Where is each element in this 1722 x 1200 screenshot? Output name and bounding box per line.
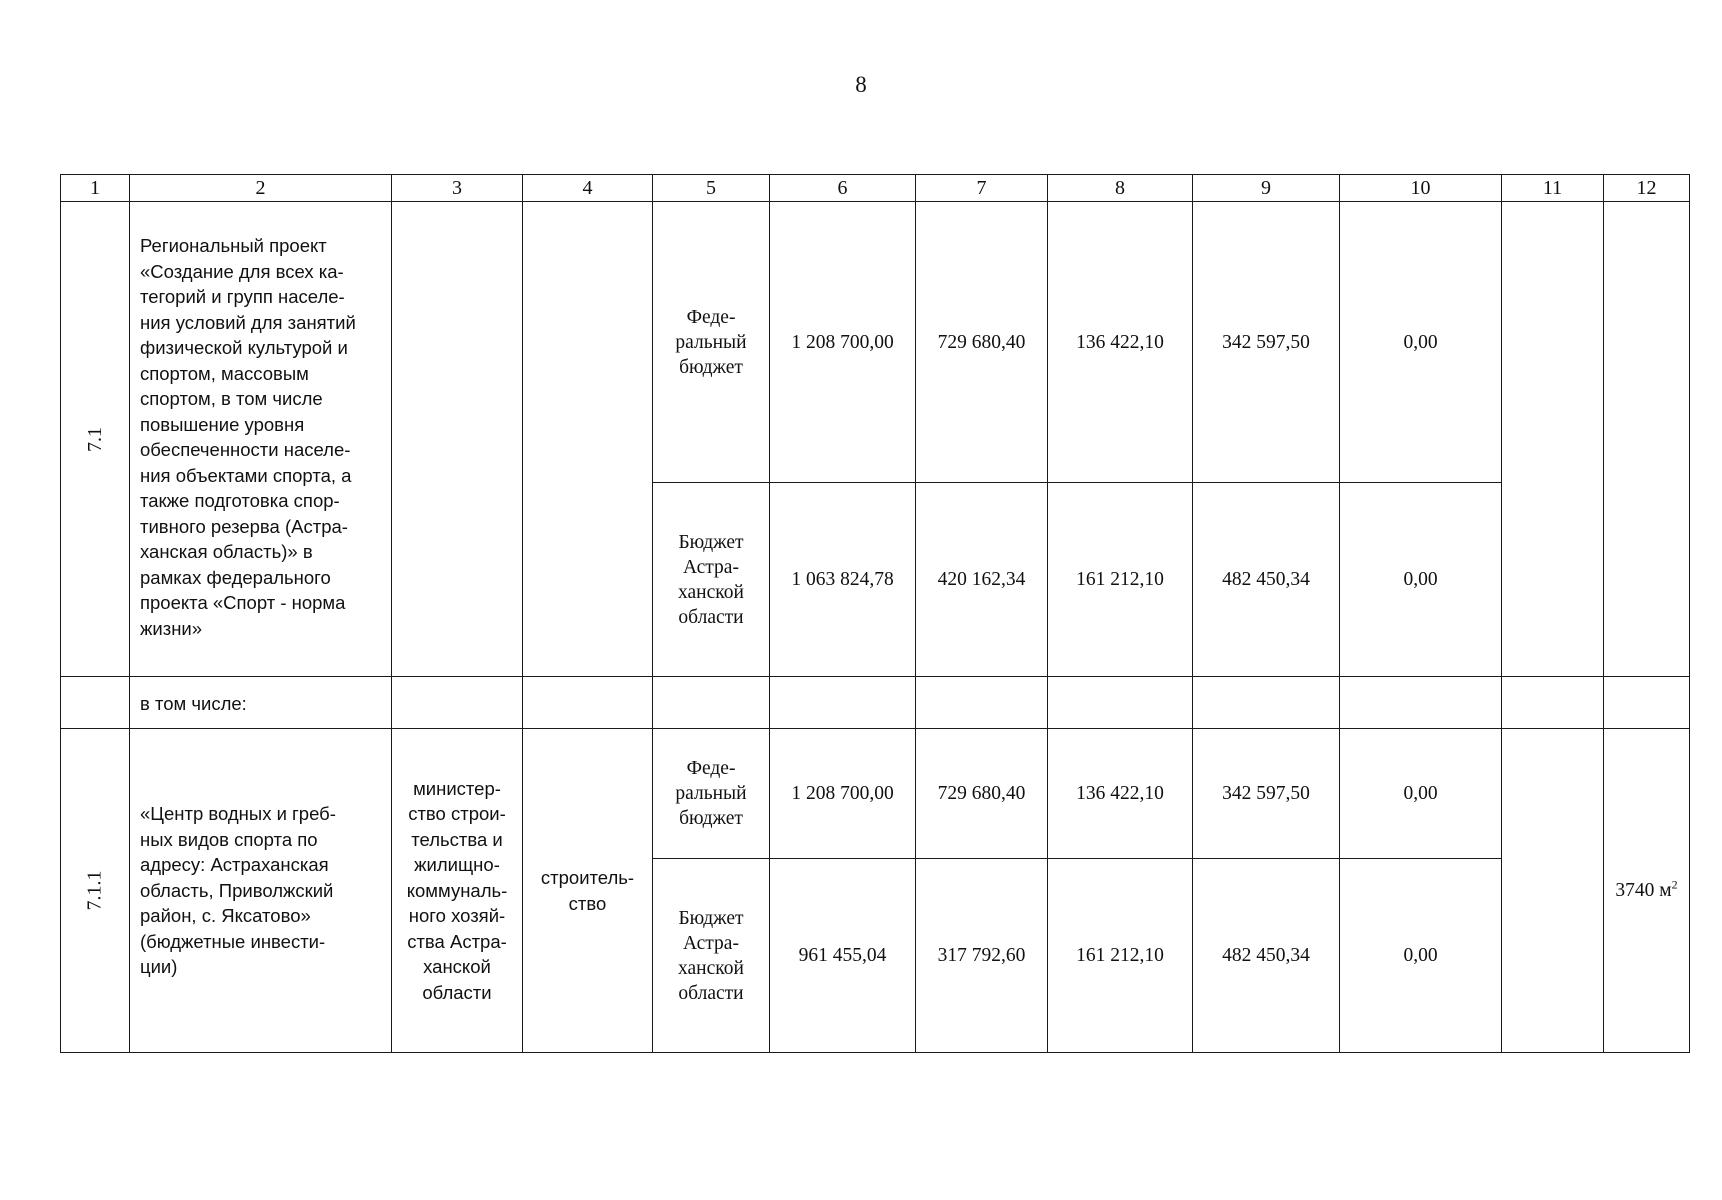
empty-cell	[1502, 729, 1604, 1053]
budget-table	[60, 174, 1690, 1053]
responsible-executor: министер- ство строи- тельства и жилищно- коммуналь- ного хозяй- ства Астра- ханской области	[406, 777, 508, 1003]
amount-cell: 729 680,40	[916, 202, 1048, 483]
column-number: 12	[1604, 175, 1690, 202]
page-number: 8	[855, 72, 867, 97]
capacity-cell	[1604, 729, 1690, 1053]
empty-cell	[1502, 202, 1604, 677]
table-row	[61, 729, 1690, 859]
row-number-cell	[61, 202, 130, 677]
column-number: 4	[523, 175, 653, 202]
amount-cell: 482 450,34	[1193, 483, 1340, 677]
amount-cell: 136 422,10	[1048, 729, 1193, 859]
row-number: 7.1	[83, 426, 106, 452]
funding-source: Феде- ральный бюджет	[675, 758, 747, 829]
empty-cell	[392, 677, 523, 729]
activity-type: строитель- ство	[540, 867, 635, 914]
empty-cell	[1193, 677, 1340, 729]
amount-cell: 482 450,34	[1193, 859, 1340, 1053]
responsible-cell	[392, 729, 523, 1053]
table-row	[61, 677, 1690, 729]
column-number: 10	[1340, 175, 1502, 202]
capacity-unit-superscript: 2	[1671, 877, 1678, 892]
including-label: в том числе:	[140, 693, 247, 714]
object-description: «Центр водных и греб- ных видов спорта по адресу: Астраханская область, Приволжский район, с. Яксатово» (бюджетные инвести- ции)	[130, 729, 392, 1053]
table-row	[61, 202, 1690, 483]
empty-cell	[1340, 677, 1502, 729]
amount-cell: 729 680,40	[916, 729, 1048, 859]
funding-source: Феде- ральный бюджет	[675, 306, 747, 378]
empty-cell	[1048, 677, 1193, 729]
amount-cell: 0,00	[1340, 859, 1502, 1053]
funding-source-cell	[653, 729, 770, 859]
column-number: 8	[1048, 175, 1193, 202]
column-number: 2	[130, 175, 392, 202]
column-number: 3	[392, 175, 523, 202]
column-number: 9	[1193, 175, 1340, 202]
empty-cell	[523, 202, 653, 677]
column-number: 7	[916, 175, 1048, 202]
amount-cell: 342 597,50	[1193, 729, 1340, 859]
empty-cell	[770, 677, 916, 729]
amount-cell: 0,00	[1340, 729, 1502, 859]
funding-source-cell	[653, 202, 770, 483]
row-number-cell	[61, 729, 130, 1053]
project-description: Региональный проект «Создание для всех ка- тегорий и групп населе- ния условий для занятий физической культурой и спортом, массовым спортом, в том числе повышение уровня обеспеченности населе- ния объектами спорта, а также подготовка спор- тивного резерва (Астра- ханская область)» в рамках федерального проекта «Спорт - норма жизни»	[140, 235, 356, 639]
column-number: 1	[61, 175, 130, 202]
funding-source: Бюджет Астра- ханской области	[678, 531, 744, 628]
column-number: 5	[653, 175, 770, 202]
empty-cell	[61, 677, 130, 729]
empty-cell	[523, 677, 653, 729]
including-cell	[130, 677, 392, 729]
empty-cell	[1502, 677, 1604, 729]
description-cell	[130, 202, 392, 677]
empty-cell	[1604, 677, 1690, 729]
column-number-row	[61, 175, 1690, 202]
amount-cell: 1 208 700,00	[770, 202, 916, 483]
activity-type-cell	[523, 729, 653, 1053]
funding-source-cell	[653, 859, 770, 1053]
empty-cell	[1604, 202, 1690, 677]
amount-cell: 317 792,60	[916, 859, 1048, 1053]
amount-cell: 161 212,10	[1048, 859, 1193, 1053]
row-number: 7.1.1	[83, 870, 106, 911]
column-number: 11	[1502, 175, 1604, 202]
empty-cell	[916, 677, 1048, 729]
amount-cell: 961 455,04	[770, 859, 916, 1053]
funding-source: Бюджет Астра- ханской области	[678, 907, 744, 1004]
column-number: 6	[770, 175, 916, 202]
amount-cell: 0,00	[1340, 483, 1502, 677]
empty-cell	[653, 677, 770, 729]
funding-source-cell	[653, 483, 770, 677]
amount-cell: 342 597,50	[1193, 202, 1340, 483]
amount-cell: 0,00	[1340, 202, 1502, 483]
amount-cell: 1 063 824,78	[770, 483, 916, 677]
amount-cell: 420 162,34	[916, 483, 1048, 677]
amount-cell: 1 208 700,00	[770, 729, 916, 859]
amount-cell: 136 422,10	[1048, 202, 1193, 483]
empty-cell	[392, 202, 523, 677]
amount-cell: 161 212,10	[1048, 483, 1193, 677]
capacity-value: 3740 м	[1615, 880, 1672, 901]
